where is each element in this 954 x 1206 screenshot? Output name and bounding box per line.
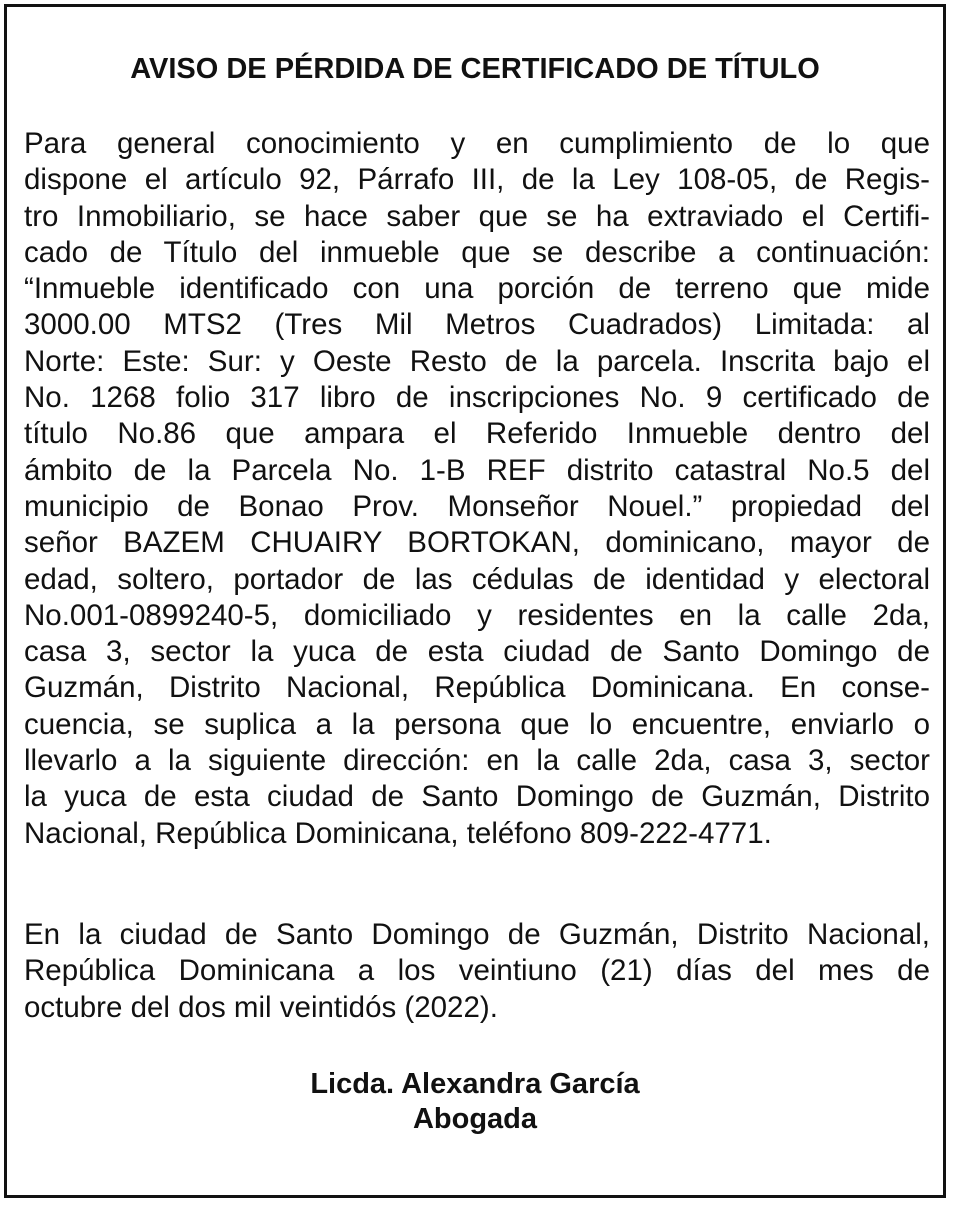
body-line: llevarlo a la siguiente dirección: en la calle 2da, casa 3, sector <box>24 744 930 778</box>
body-line: No. 1268 folio 317 libro de inscripciones No. 9 certificado de <box>24 381 930 415</box>
signature-role: Abogada <box>412 1103 538 1135</box>
body-line: casa 3, sector la yuca de esta ciudad de Santo Domingo de <box>24 635 930 669</box>
notice-title: AVISO DE PÉRDIDA DE CERTIFICADO DE TÍTULO <box>130 53 820 85</box>
body-line: edad, soltero, portador de las cédulas de identidad y electoral <box>24 562 930 596</box>
notice-closing <box>24 917 930 1026</box>
body-line: título No.86 que ampara el Referido Inmueble dentro del <box>24 417 930 451</box>
notice-body <box>24 126 930 852</box>
body-line: Norte: Este: Sur: y Oeste Resto de la parcela. Inscrita bajo el <box>24 344 930 378</box>
notice-frame <box>4 4 946 1198</box>
body-line: señor BAZEM CHUAIRY BORTOKAN, dominicano, mayor de <box>24 526 930 560</box>
body-line: tro Inmobiliario, se hace saber que se ha extraviado el Certifi- <box>24 199 930 233</box>
body-line: cado de Título del inmueble que se describe a continuación: <box>24 235 930 269</box>
body-line: municipio de Bonao Prov. Monseñor Nouel.” propiedad del <box>24 489 930 523</box>
closing-line: octubre del dos mil veintidós (2022). <box>24 990 498 1024</box>
body-line: 3000.00 MTS2 (Tres Mil Metros Cuadrados) Limitada: al <box>24 308 930 342</box>
body-line: Para general conocimiento y en cumplimiento de lo que <box>24 127 930 160</box>
body-line: dispone el artículo 92, Párrafo III, de la Ley 108-05, de Regis- <box>24 163 930 197</box>
body-line: No.001-0899240-5, domiciliado y residentes en la calle 2da, <box>24 598 930 632</box>
body-line: Guzmán, Distrito Nacional, República Dominicana. En conse- <box>24 671 930 705</box>
body-line: Nacional, República Dominicana, teléfono 809-222-4771. <box>24 816 772 850</box>
closing-line: República Dominicana a los veintiuno (21) días del mes de <box>24 954 930 988</box>
body-line: cuencia, se suplica a la persona que lo encuentre, enviarlo o <box>24 707 930 741</box>
body-line: ámbito de la Parcela No. 1-B REF distrito catastral No.5 del <box>24 453 930 487</box>
signature-name: Licda. Alexandra García <box>310 1068 640 1100</box>
signature-block <box>7 1067 943 1137</box>
closing-line: En la ciudad de Santo Domingo de Guzmán, Distrito Nacional, <box>24 918 930 951</box>
body-line: la yuca de esta ciudad de Santo Domingo de Guzmán, Distrito <box>24 780 930 814</box>
body-line: “Inmueble identificado con una porción de terreno que mide <box>24 272 930 306</box>
